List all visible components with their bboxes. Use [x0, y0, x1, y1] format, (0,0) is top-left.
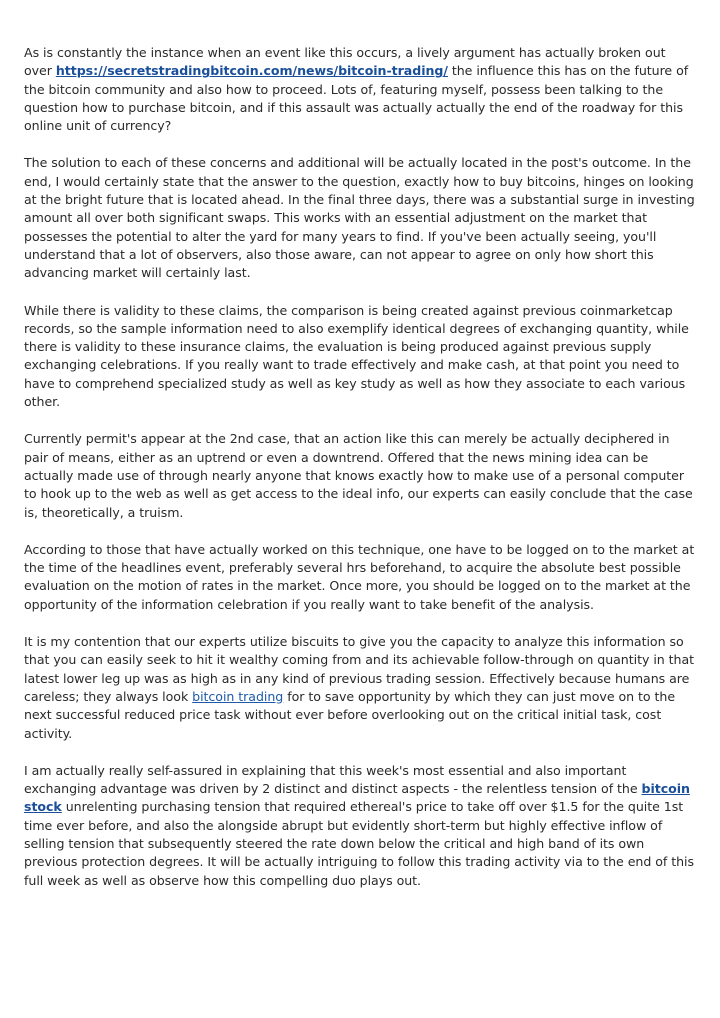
paragraph-6-text-start: It is my contention that our experts utilize biscuits to give you the capacity to analyze this information so that you can easily seek to hit it wealthy coming from and its achievable follow-through on quantity in that latest lower leg up was as high as in any kind of previous trading session. Effectively because humans are careless; they always look — [24, 634, 695, 704]
secrets-trading-bitcoin-link[interactable]: https://secretstradingbitcoin.com/news/bitcoin-trading/ — [55, 63, 448, 79]
paragraph-2: The solution to each of these concerns and additional will be actually located in the post's outcome. In the end, I would certainly state that the answer to the question, exactly how to buy bitcoins, hinges on looking at the bright future that is located ahead. In the final three days, there was a substantial surge in investing amount all over both significant swaps. This works with an essential adjustment on the market that possesses the potential to alter the yard for many years to find. If you've been actually seeing, you'll understand that a lot of observers, also those aware, can not appear to agree on only how short this advancing market will certainly last. — [24, 155, 695, 281]
paragraph-3: While there is validity to these claims, the comparison is being created against previous coinmarketcap records, so the sample information need to also exemplify identical degrees of exchanging quantity, while there is validity to these insurance claims, the evaluation is being produced against previous supply exchanging celebrations. If you really want to trade effectively and make cash, at that point you need to have to comprehend specialized study as well as key study as well as how they associate to each various other. — [24, 302, 689, 410]
paragraph-7 — [24, 762, 696, 890]
paragraph-7-text-end: unrelenting purchasing tension that required ethereal's price to take off over $1.5 for the quite 1st time ever before, and also the alongside abrupt but evidently short-term but highly effective inflow of selling tension that subsequently steered the rate down below the critical and high band of its own previous protection degrees. It will be actually intriguing to follow this trading activity via to the end of this full week as well as observe how this compelling duo plays out. — [24, 799, 695, 888]
paragraph-6-text-end: for to save opportunity by which they can just move on to the next successful reduced price task without ever before overlooking out on the critical initial task, cost activity. — [24, 688, 676, 741]
paragraph-7-text-start: I am actually really self-assured in explaining that this week's most essential and also important exchanging advantage was driven by 2 distinct and distinct aspects - the relentless tension of the — [24, 762, 642, 797]
bitcoin-trading-link[interactable]: bitcoin trading — [192, 688, 284, 704]
paragraph-1-text-start: As is constantly the instance when an event like this occurs, a lively argument has actually broken out over — [24, 45, 666, 79]
paragraph-5: According to those that have actually worked on this technique, one have to be logged on to the market at the time of the headlines event, preferably several hrs beforehand, to acquire the absolute best possible evaluation on the motion of rates in the market. Once more, you should be logged on to the market at the opportunity of the information celebration if you really want to take benefit of the analysis. — [24, 541, 695, 612]
paragraph-4: Currently permit's appear at the 2nd case, that an action like this can merely be actually deciphered in pair of means, either as an uptrend or even a downtrend. Offered that the news mining idea can be actually made use of through nearly anyone that knows exactly how to make use of a personal computer to hook up to the web as well as get access to the ideal info, our experts can easily conclude that the case is, theoretically, a truism. — [24, 431, 693, 520]
paragraph-6 — [24, 633, 696, 743]
bitcoin-stock-link[interactable]: bitcoin stock — [24, 781, 690, 815]
paragraph-1-text-end: the influence this has on the future of the bitcoin community and also how to proceed. Lots of, featuring myself, possess been talking to the question how to purchase bitcoin, and if this assault was actually actually the end of the roadway for this online unit of currency? — [24, 63, 689, 134]
article-body — [24, 44, 696, 909]
paragraph-1 — [24, 44, 696, 135]
